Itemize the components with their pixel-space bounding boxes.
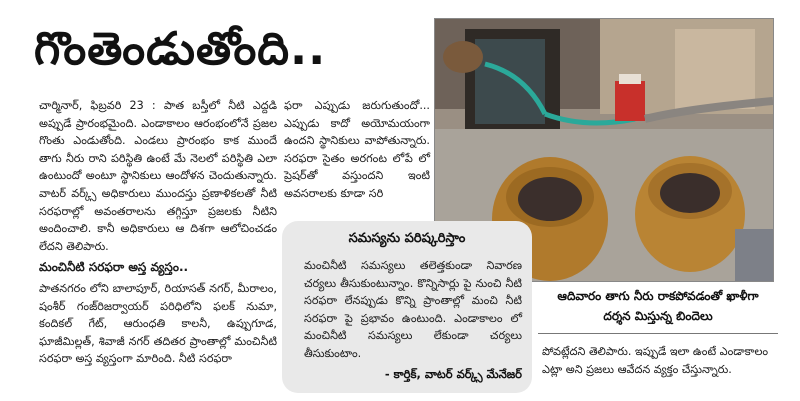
article-column-2 (284, 97, 430, 203)
article-continuation: పోవట్లేదని తెలిపారు. ఇప్పుడే ఇలా ఉంటే ఎండాకాలం ఎట్లా అని ప్రజలు ఆవేదన వ్యక్తం చేస్తున్నారు. (542, 345, 769, 376)
article-column-1 (39, 97, 277, 368)
photo-caption-line: దర్శన మిస్తున్న బిందెలు (603, 309, 713, 323)
quote-box-body: మంచినీటి సమస్యలు తలెత్తకుండా నివారణ చర్యలు తీసుకుంటున్నాం. కొన్నిసార్లు పై నుంచి నీటి సరఫరా లేనప్పుడు కొన్ని ప్రాంతాల్లో మంచి నీటి సరఫరా పై ప్రభావం ఉంటుంది. ఎండాకాలం లో మంచినీటి సమస్యలు లేకుండా చర్యలు తీసుకుంటాం. (304, 259, 522, 360)
article-paragraph: చార్మినార్, ఫిబ్రవరి 23 : పాత బస్తీలో నీటి ఎద్దడి అప్పుడే ప్రారంభమైంది. ఎండాకాలం ఆరంభంలోనే ప్రజల గొంతు ఎండుతోంది. ఎండలు ప్రారంభం కాక ముందే తాగు నీరు రాని పరిస్థితి ఉంటే మే నెలలో పరిస్థితి ఎలా ఉంటుందో అంటూ స్థానికులు ఆందోళన చెందుతున్నారు. వాటర్ వర్క్స్ అధికారులు ముందస్తు ప్రణాళికలతో నీటి సరఫరాల్లో అవంతరాలను తగ్గిస్తూ ప్రజలకు నీటిని అందించాలి. కానీ అధికారులు ఆ దిశగా ఆలోచించడం లేదని తెలిపారు. (39, 99, 277, 253)
article-paragraph: పాతనగరం లోని బాలాపూర్, రియాసత్ నగర్, మీరాలం, షంశీర్ గంజ్‌రిజర్వాయర్ పరిధిలోని ఫలక్ నుమా, కందికల్ గేట్, ఆరుంధతి కాలనీ, ఉప్పుగూడ, ఘాజీమిల్లత్, శివాజీ నగర్ తదితర ప్రాంతాల్లో మంచినీటి సరఫరా అస్త వ్యస్తంగా మారింది. నీటి సరఫరా (39, 281, 277, 366)
quote-box-title: సమస్యను పరిష్కరిస్తాం (348, 231, 466, 246)
article-subheading: మంచినీటి సరఫరా అస్త వ్యస్తం.. (39, 260, 189, 275)
photo-caption-line: ఆదివారం తాగు నీరు రాకపోవడంతో ఖాళీగా (557, 289, 759, 303)
photo-caption (542, 286, 774, 326)
quote-box-signature: - కార్తిక్, వాటర్ వర్క్స్ మేనేజర్ (384, 367, 522, 381)
headline: గొంతెండుతోంది.. (34, 22, 327, 75)
article-paragraph: ఫరా ఎప్పుడు జరుగుతుందో... ఎప్పుడు కాదో అయోమయంగా ఉందని స్థానికులు వాపోతున్నారు. సరఫరా సైతం అరగంట లోపే లో ప్రెషర్‌తో వస్తుందని ఇంటి అవసరాలకు కూడా సరి (284, 99, 430, 200)
official-quote-box (282, 221, 532, 393)
caption-divider (538, 333, 778, 334)
